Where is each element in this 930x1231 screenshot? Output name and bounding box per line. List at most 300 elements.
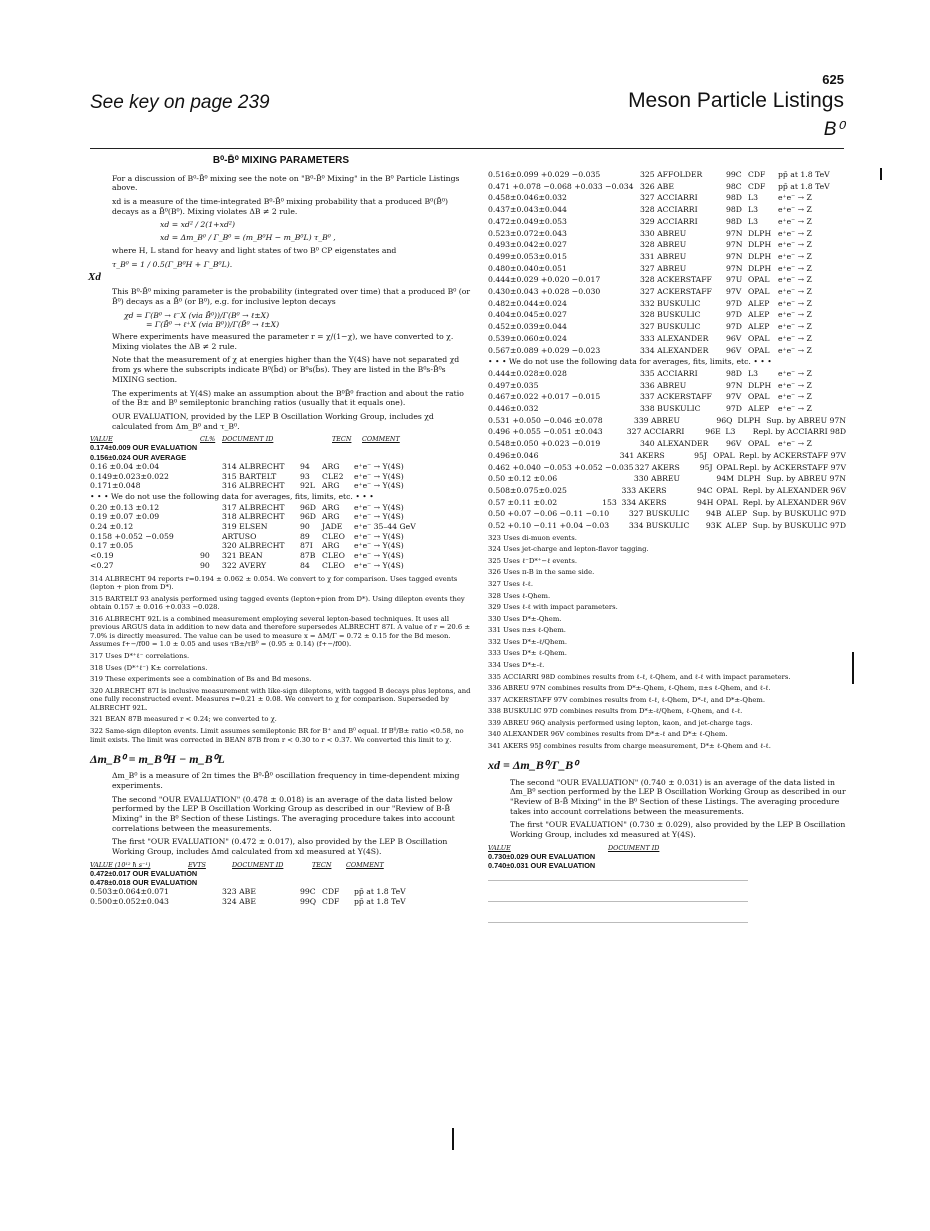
cell-document: 333 AKERS [621,485,667,495]
cell-year: 98D [726,368,742,378]
cell-tecn: OPAL [748,439,770,449]
section-title: xd = Δm_B⁰/Γ_B⁰ [488,758,578,773]
cell-tecn: DLPH [748,380,772,390]
our-average: 0.156±0.024 OUR AVERAGE [90,452,187,462]
cell-tecn: ALEP [748,310,770,320]
cell-tecn: ALEP [725,509,748,519]
table-row [488,322,846,332]
cell-year: 98D [726,205,742,215]
chi-definition: This B⁰-B̄⁰ mixing parameter is the probability (integrated over time) that a produced B⁰ (or B̄⁰) decays as a B̄⁰ (or B⁰), e.g. for inclusive lepton decays [112,287,471,306]
cell-tecn: CDF [748,170,766,179]
cell-document: 328 ACCIARRI [640,205,698,215]
our-evaluation: 0.740±0.031 OUR EVALUATION [488,861,596,871]
cell-value: 0.430±0.043 +0.028 −0.030 [488,287,601,297]
footnote: 339 ABREU 96Q analysis performed using lepton, kaon, and jet-charge tags. [488,718,753,727]
cell-value: 0.523±0.072±0.043 [488,228,567,238]
table-row [488,486,846,496]
cell-tecn: DLPH [748,240,772,250]
cell-comment: e⁺e⁻ → Z [778,322,812,332]
col-comment: COMMENT [346,860,384,869]
separator [488,880,748,881]
cell-comment: e⁺e⁻ → Z [778,392,812,402]
table-row [488,170,846,180]
cell-comment: pp̄ at 1.8 TeV [354,896,406,906]
cell-document: 327 ACCIARRI [626,427,685,437]
cell-year: 84 [300,560,310,570]
cell-evts: 90 [200,560,210,570]
change-bar [852,652,854,684]
header-rule [90,148,844,149]
cell-tecn: ARG [322,541,340,551]
cell-comment: Repl. by ALEXANDER 96V [742,497,846,507]
cell-tecn: ARG [322,481,340,491]
table-row [488,217,846,227]
cell-tecn: DLPH [737,415,761,425]
cell-value: 0.480±0.040±0.051 [488,263,567,273]
cell-evts [618,193,640,203]
cell-tecn: ALEP [748,322,770,332]
cell-tecn: ARG [322,461,340,471]
measurement-table [90,462,472,491]
table-row [488,392,846,402]
cell-tecn: ALEP [748,298,770,308]
cell-year: 97N [726,228,743,238]
cell-comment: e⁺e⁻ → Z [778,345,812,355]
cell-tecn: CDF [322,887,340,897]
xd-definition: xd is a measure of the time-integrated B⁰-B̄⁰ mixing probability that a produced B⁰(B̄⁰) decays as a B̄⁰(B⁰). Mixing violates ΔB ≠ 2 rule. [112,197,448,216]
footnote: 329 Uses ℓ-ℓ with impact parameters. [488,603,618,612]
col-tecn: TECN [312,860,332,869]
table-row [90,512,472,522]
footnote: 330 Uses D*±-Qhem. [488,614,562,623]
cell-value: 0.500±0.052±0.043 [90,896,169,906]
cell-year: 96V [726,345,742,355]
equation: xd = Δm_B⁰ / Γ_B⁰ = (m_B⁰H − m_B⁰L) τ_B⁰ , [160,233,336,243]
col-evts: EVTS [188,860,206,869]
cell-value: 0.24 ±0.12 [90,522,134,532]
cell-evts [618,287,640,297]
table-header [90,861,472,869]
cell-document: 327 ABREU [640,263,687,273]
cell-value: 0.503±0.064±0.071 [90,887,169,897]
cell-tecn: CDF [748,181,766,191]
cell-evts [609,509,629,519]
cell-comment: Sup. by BUSKULIC 97D [752,509,846,519]
cell-evts [200,503,222,513]
where-text: where H, L stand for heavy and light states of two B⁰ CP eigenstates and [112,245,397,255]
cell-comment: Repl. by ACKERSTAFF 97V [739,450,846,460]
cell-document: 331 ABREU [640,251,687,261]
cell-value: 0.171±0.048 [90,481,141,491]
cell-comment: e⁺e⁻ → Z [778,298,812,308]
cell-evts [607,427,627,437]
cell-comment: e⁺e⁻ → Υ(4S) [354,502,404,512]
footnote: 332 Uses D*±-ℓ/Qhem. [488,637,567,646]
cell-year: 99C [726,170,742,179]
our-evaluation: 0.472±0.017 OUR EVALUATION [90,868,198,878]
cell-comment: e⁺e⁻ → Υ(4S) [354,461,404,471]
table-row [90,887,472,897]
cell-evts [618,252,640,262]
cell-value: 0.444±0.028±0.028 [488,368,567,378]
dm-definition: Δm_B⁰ is a measure of 2π times the B⁰-B̄⁰ oscillation frequency in time-dependent mixing experiments. [112,771,460,790]
footnote: 318 Uses (D*⁺ℓ⁻) K± correlations. [90,663,208,672]
measurement-table [90,503,472,571]
footnote: 328 Uses ℓ-Qhem. [488,591,551,600]
cell-value: 0.567±0.089 +0.029 −0.023 [488,345,601,355]
cell-year: 93 [300,471,310,481]
cell-tecn: DLPH [737,474,761,484]
col-value: VALUE [90,435,113,444]
cell-value: 0.404±0.045±0.027 [488,310,567,320]
cell-document: 328 ABREU [640,240,687,250]
measurement-table [488,170,846,355]
table-header [488,844,846,852]
table-row [488,381,846,391]
cell-evts [601,451,620,461]
cell-evts [618,240,640,250]
cell-year: 93K [705,521,722,531]
note-text: Note that the measurement of χ at energies higher than the Υ(4S) have not separated χd from χs where the subscripts indicate B⁰(b̄d) or B⁰s(b̄s). They are listed in the B⁰s-B̄⁰s MIXING section. [112,355,460,384]
footnote: 316 ALBRECHT 92L is a combined measurement employing several lepton-based techniques. It uses all previous ARGUS data in addition to new data and therefore supersedes ALBRECHT 87I. A value of r = 20.6 ± 7.0% is directly measured. The value can be used to measure x = ΔM/Γ = 0.72 ± 0.15 for the Bd meson. Assumes f+−/f00 = 1.0 ± 0.05 and uses τB±/τB⁰ = (0.95 ± 0.14) (f+−/f00). [90,614,471,649]
footnotes [90,575,472,745]
cell-evts [618,310,640,320]
cell-value: 0.149±0.023±0.022 [90,471,169,481]
page-number: 625 [822,72,844,87]
table-row [488,287,846,297]
cell-value: 0.50 +0.07 −0.06 −0.11 −0.10 [488,509,610,519]
cell-evts [200,472,222,482]
intro-text: For a discussion of B⁰-B̄⁰ mixing see the note on "B⁰-B̄⁰ Mixing" in the B⁰ Particle Listings above. [112,173,460,193]
table-row [488,252,846,262]
cell-year: 94C [696,485,713,495]
cell-year: 96E [705,427,721,437]
footnote: 323 Uses di-muon events. [488,533,577,542]
separator [488,901,748,902]
cell-tecn: L3 [748,193,758,203]
cell-tecn: OPAL [713,450,735,460]
cell-document: 341 AKERS [619,450,665,460]
cell-tecn: L3 [748,205,758,215]
cell-year: 99Q [300,896,317,906]
cell-document: 327 BUSKULIC [628,509,690,519]
cell-tecn: OPAL [716,462,738,472]
table-row [90,897,472,907]
cell-document: 325 AFFOLDER [640,170,703,179]
cell-tecn: OPAL [748,333,770,343]
footnote: 334 Uses D*±-ℓ. [488,660,545,669]
cell-document: 327 ACKERSTAFF [640,287,712,297]
cell-year: 97N [726,263,743,273]
table-row [488,474,846,484]
cell-document: 330 ABREU [633,474,681,484]
table-row [90,472,472,482]
table-row [90,503,472,513]
cell-value: 0.158 +0.052 −0.059 [90,531,174,541]
cell-tecn: CDF [322,896,340,906]
cell-document: 320 ALBRECHT [222,541,285,551]
cell-tecn: CLEO [322,531,345,541]
cell-document: ARTUSO [222,531,257,541]
cell-tecn: DLPH [748,228,772,238]
footnote: 326 Uses π-B in the same side. [488,568,595,577]
change-bar [452,1128,454,1150]
cell-year: 97N [726,380,743,390]
section-title: Δm_B⁰ = m_B⁰H − m_B⁰L [90,752,225,767]
cell-comment: e⁺e⁻ → Z [778,216,812,226]
cell-year: 96V [726,439,742,449]
cell-comment: e⁺e⁻ → Z [778,333,812,343]
cell-year: 87B [300,551,316,561]
cell-comment: e⁺e⁻ → Z [778,275,812,285]
cell-document: 318 ALBRECHT [222,512,285,522]
cell-tecn: OPAL [748,392,770,402]
cell-comment: e⁺e⁻ → Z [778,240,812,250]
cell-value: 0.17 ±0.05 [90,541,134,551]
cell-document: 328 ACKERSTAFF [640,275,712,285]
table-row [488,275,846,285]
cell-year: 98C [726,181,742,191]
footnote: 340 ALEXANDER 96V combines results from D*±-ℓ and D*± ℓ-Qhem. [488,730,728,739]
cell-tecn: L3 [748,368,758,378]
cell-document: 317 ALBRECHT [222,502,285,512]
table-row [488,346,846,356]
cell-evts [613,474,634,484]
equation: = Γ(B̄⁰ → ℓ⁺X (via B⁰))/Γ(B̄⁰ → ℓ±X) [146,320,280,330]
table-row [90,551,472,561]
table-row [488,439,846,449]
cell-year: 94B [705,509,722,519]
running-head-right: Meson Particle Listings [628,89,844,112]
xd-second-eval: The second "OUR EVALUATION" (0.740 ± 0.031) is an average of the data listed in Δm_B⁰ section performed by the LEP B Oscillation Working Group as described in our "Review of B-B̄ Mixing" in the B⁰ Section of these Listings. The averaging procedure takes into account correlations between the measurements. [510,777,846,816]
cell-value: 0.20 ±0.13 ±0.12 [90,502,160,512]
cell-year: 97V [726,287,742,297]
cell-document: 330 ABREU [640,228,687,238]
table-row [90,532,472,542]
cell-value: 0.508±0.075±0.025 [488,485,567,495]
table-row [90,462,472,472]
cell-evts [618,392,640,402]
cell-tecn: OPAL [748,287,770,297]
cell-value: 0.499±0.053±0.015 [488,251,567,261]
cell-tecn: L3 [748,216,758,226]
cell-value: 0.57 ±0.11 ±0.02 [488,497,558,507]
cell-value: 0.472±0.049±0.053 [488,216,567,226]
cell-evts [200,481,222,491]
cell-evts [618,439,640,449]
cell-year: 96D [300,502,316,512]
cell-year: 96D [300,512,316,522]
cell-tecn: DLPH [748,263,772,273]
footnote: 320 ALBRECHT 87I is inclusive measurement with like-sign dileptons, with tagged B decays plus leptons, and one fully reconstructed event. Measures r=0.21 ± 0.08. We convert to χ for comparison. Superseded by ALBRECHT 92L. [90,686,471,712]
col-value: VALUE (10¹² ħ s⁻¹) [90,860,151,869]
cell-evts [200,512,222,522]
cell-tecn: L3 [725,427,736,437]
cell-evts [618,404,640,414]
footnote: 335 ACCIARRI 98D combines results from ℓ-ℓ, ℓ-Qhem, and ℓ-ℓ with impact parameters. [488,672,791,681]
particle-label: B⁰ [823,119,844,140]
cell-year: 97D [726,310,742,320]
cell-tecn: CLEO [322,551,345,561]
col-document: DOCUMENT ID [608,843,660,852]
footnote: 319 These experiments see a combination of Bs and Bd mesons. [90,675,312,684]
cell-comment: pp̄ at 1.8 TeV [778,170,830,179]
cell-comment: e⁺e⁻ → Z [778,251,812,261]
cell-tecn: ARG [322,512,340,522]
cell-comment: Sup. by ABREU 97N [766,415,846,425]
footnote: 331 Uses π±s ℓ-Qhem. [488,626,566,635]
cell-evts [618,205,640,215]
cell-evts [618,346,640,356]
cell-evts [200,462,222,472]
cell-comment: e⁺e⁻ → Υ(4S) [354,481,404,491]
cell-document: 337 ACKERSTAFF [640,392,712,402]
cell-year: 96V [726,333,742,343]
cell-value: 0.496 +0.055 −0.051 ±0.043 [488,427,603,437]
cell-comment: e⁺e⁻ 35–44 GeV [354,522,416,532]
cell-year: 94H [696,497,714,507]
cell-evts [618,322,640,332]
cell-evts: 90 [200,551,210,561]
cell-document: 329 ACCIARRI [640,216,698,226]
cell-document: 322 AVERY [222,560,267,570]
change-bar [880,168,882,180]
cell-year: 97D [726,404,742,414]
cell-value: 0.531 +0.050 −0.046 ±0.078 [488,415,603,425]
cell-comment: e⁺e⁻ → Z [778,228,812,238]
footnote: 321 BEAN 87B measured r < 0.24; we converted to χ. [90,715,277,724]
cell-value: <0.27 [90,560,114,570]
cell-evts [618,170,640,180]
cell-document: 338 BUSKULIC [640,404,701,414]
cell-document: 327 ACCIARRI [640,193,698,203]
cell-tecn: OPAL [716,485,738,495]
where-text: Where experiments have measured the parameter r = χ/(1−χ), we have converted to χ. Mixing violates the ΔB ≠ 2 rule. [112,332,454,351]
cell-document: 327 AKERS [634,462,680,472]
table-row [488,310,846,320]
cell-value: 0.482±0.044±0.024 [488,298,567,308]
dm-first-eval: The first "OUR EVALUATION" (0.472 ± 0.017), also provided by the LEP B Oscillation Working Group, includes Δmd calculated from xd measured at Υ(4S). [112,837,448,857]
footnote: 333 Uses D*± ℓ-Qhem. [488,649,567,658]
cell-year: 87I [300,541,313,551]
cell-year: 96Q [716,415,733,425]
cell-value: 0.497±0.035 [488,380,539,390]
cell-evts [618,264,640,274]
cell-year: 99C [300,887,316,897]
table-row [488,509,846,519]
cell-document: 319 ELSEN [222,522,268,532]
cell-evts [618,275,640,285]
cell-comment: e⁺e⁻ → Z [778,439,812,449]
cell-tecn: OPAL [716,497,738,507]
cell-comment: e⁺e⁻ → Υ(4S) [354,512,404,522]
table-row [488,193,846,203]
cell-year: 94M [716,474,734,484]
col-tecn: TECN [332,435,352,444]
cell-document: 332 BUSKULIC [640,298,701,308]
cell-tecn: ALEP [748,404,770,414]
cell-year: 94 [300,461,310,471]
cell-evts [200,541,222,551]
cell-document: 334 ALEXANDER [640,345,709,355]
cell-evts [618,217,640,227]
footnote: 315 BARTELT 93 analysis performed using tagged events (lepton+pion from D*). Using dilepton events they obtain 0.157 ± 0.016 +0.033 −0.028. [90,594,465,612]
cell-document: 323 ABE [222,887,256,897]
footnotes [488,534,846,751]
cell-year: 92L [300,481,315,491]
cell-comment: e⁺e⁻ → Z [778,193,812,203]
cell-value: 0.516±0.099 +0.029 −0.035 [488,170,601,179]
cell-comment: Repl. by ACKERSTAFF 97V [739,462,846,472]
table-row [488,498,846,508]
table-row [90,522,472,532]
cell-evts [602,486,621,496]
cell-value: 0.52 +0.10 −0.11 +0.04 −0.03 [488,521,610,531]
cell-year: 98D [726,216,742,226]
cell-year: 95J [699,462,713,472]
cell-comment: e⁺e⁻ → Υ(4S) [354,531,404,541]
cell-tecn: JADE [322,522,343,532]
cell-evts: 153 [602,497,617,507]
cell-comment: e⁺e⁻ → Z [778,404,812,414]
table-header [90,435,472,443]
table-row [488,229,846,239]
footnote: 338 BUSKULIC 97D combines results from D*±-ℓ/Qhem, ℓ-Qhem, and ℓ-ℓ. [488,707,743,716]
cell-comment: e⁺e⁻ → Υ(4S) [354,471,404,481]
cell-comment: e⁺e⁻ → Z [778,287,812,297]
table-row [488,463,846,473]
table-row [488,416,846,426]
cell-tecn: DLPH [748,251,772,261]
our-evaluation: 0.730±0.029 OUR EVALUATION [488,851,596,861]
cell-evts [618,299,640,309]
table-row [488,205,846,215]
cell-value: 0.16 ±0.04 ±0.04 [90,461,160,471]
cell-document: 315 BARTELT [222,471,277,481]
table-row [488,369,846,379]
cell-tecn: OPAL [748,345,770,355]
cell-value: 0.50 ±0.12 ±0.06 [488,474,558,484]
cell-evts [200,522,222,532]
cell-value: 0.444±0.029 +0.020 −0.017 [488,275,601,285]
cell-comment: e⁺e⁻ → Z [778,380,812,390]
footnote: 337 ACKERSTAFF 97V combines results from ℓ-ℓ, ℓ-Qhem, D*-ℓ, and D*±-Qhem. [488,695,766,704]
cell-comment: e⁺e⁻ → Υ(4S) [354,551,404,561]
cell-comment: e⁺e⁻ → Z [778,263,812,273]
measurement-table [488,369,846,531]
footnote: 322 Same-sign dilepton events. Limit assumes semileptonic BR for B⁺ and B⁰ equal. If B⁰/B± ratio <0.58, no limit exists. The limit was corrected in BEAN 87B from r < 0.30 to r < 0.37. We converted this limit to χ. [90,726,464,744]
cell-comment: Sup. by ABREU 97N [766,474,846,484]
cell-comment: Sup. by BUSKULIC 97D [752,521,846,531]
cell-value: 0.467±0.022 +0.017 −0.015 [488,392,601,402]
col-cl: CL% [200,435,216,444]
cell-year: 97N [726,240,743,250]
cell-evts [618,229,640,239]
table-row [90,561,472,571]
cell-year: 97V [726,392,742,402]
cell-value: 0.548±0.050 +0.023 −0.019 [488,439,601,449]
cell-tecn: OPAL [748,275,770,285]
cell-value: 0.452±0.039±0.044 [488,322,567,332]
equation: xd = xd² / 2(1+xd²) [160,220,235,230]
cell-evts [618,334,640,344]
separator [488,922,748,923]
table-row [488,334,846,344]
evaluation-text: OUR EVALUATION, provided by the LEP B Oscillation Working Group, includes χd calculated from Δm_B⁰ and τ_B⁰. [112,411,434,431]
table-row [90,481,472,491]
table-row [488,240,846,250]
cell-document: 328 BUSKULIC [640,310,701,320]
